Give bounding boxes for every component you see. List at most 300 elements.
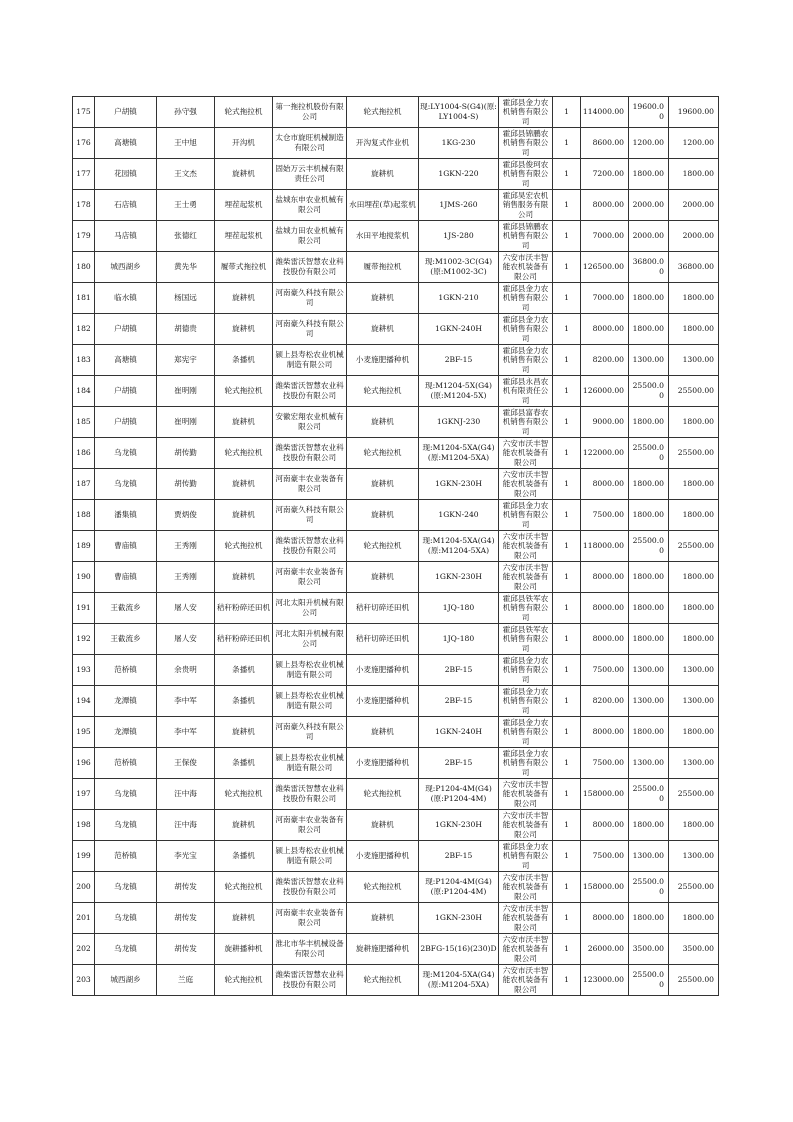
- cell-product: 旋耕机: [347, 407, 419, 438]
- cell-buyer: 贾炳俊: [157, 500, 215, 531]
- cell-dealer: 霍邱县铁军农机销售有限公司: [499, 624, 553, 655]
- cell-index: 196: [73, 748, 95, 779]
- cell-price: 7500.00: [581, 841, 629, 872]
- cell-category: 秸秆粉碎还田机: [215, 624, 273, 655]
- cell-manufacturer: 潍柴雷沃智慧农业科技股份有限公司: [273, 872, 347, 903]
- cell-town: 乌龙镇: [95, 903, 157, 934]
- cell-subsidy-standard: 3500.00: [629, 934, 669, 965]
- cell-manufacturer: 潍柴雷沃智慧农业科技股份有限公司: [273, 779, 347, 810]
- table-row: [73, 841, 719, 872]
- table-row: [73, 748, 719, 779]
- cell-quantity: 1: [553, 283, 581, 314]
- cell-buyer: 黄先华: [157, 252, 215, 283]
- cell-subsidy-amount: 25500.00: [669, 376, 719, 407]
- cell-subsidy-standard: 1800.00: [629, 159, 669, 190]
- cell-town: 乌龙镇: [95, 934, 157, 965]
- subsidy-table: [72, 96, 719, 996]
- cell-quantity: 1: [553, 438, 581, 469]
- cell-town: 曹庙镇: [95, 562, 157, 593]
- cell-product: 小麦施肥播种机: [347, 655, 419, 686]
- cell-town: 王截流乡: [95, 593, 157, 624]
- cell-index: 203: [73, 965, 95, 996]
- cell-model: 2BFG-15(16)(230)D: [419, 934, 499, 965]
- cell-buyer: 崔明刚: [157, 407, 215, 438]
- cell-product: 轮式拖拉机: [347, 97, 419, 128]
- cell-product: 开沟复式作业机: [347, 128, 419, 159]
- cell-buyer: 王秀刚: [157, 531, 215, 562]
- cell-subsidy-standard: 1800.00: [629, 810, 669, 841]
- cell-town: 乌龙镇: [95, 469, 157, 500]
- cell-product: 旋耕机: [347, 500, 419, 531]
- cell-buyer: 崔明刚: [157, 376, 215, 407]
- cell-dealer: 霍邱县金力农机销售有限公司: [499, 500, 553, 531]
- cell-index: 175: [73, 97, 95, 128]
- cell-product: 轮式拖拉机: [347, 872, 419, 903]
- cell-index: 181: [73, 283, 95, 314]
- cell-dealer: 六安市沃丰智能农机装备有限公司: [499, 872, 553, 903]
- table-row: [73, 97, 719, 128]
- cell-dealer: 霍邱县金力农机销售有限公司: [499, 748, 553, 779]
- cell-manufacturer: 潍柴雷沃智慧农业科技股份有限公司: [273, 531, 347, 562]
- cell-category: 轮式拖拉机: [215, 438, 273, 469]
- cell-subsidy-standard: 1300.00: [629, 345, 669, 376]
- cell-quantity: 1: [553, 376, 581, 407]
- cell-dealer: 六安市沃丰智能农机装备有限公司: [499, 934, 553, 965]
- cell-subsidy-amount: 1300.00: [669, 655, 719, 686]
- cell-manufacturer: 河南豪久科技有限公司: [273, 717, 347, 748]
- table-row: [73, 562, 719, 593]
- cell-town: 花园镇: [95, 159, 157, 190]
- cell-subsidy-standard: 1200.00: [629, 128, 669, 159]
- cell-dealer: 六安市沃丰智能农机装备有限公司: [499, 531, 553, 562]
- cell-subsidy-amount: 1300.00: [669, 841, 719, 872]
- cell-dealer: 霍邱县金力农机销售有限公司: [499, 283, 553, 314]
- cell-town: 范桥镇: [95, 655, 157, 686]
- cell-category: 旋耕机: [215, 407, 273, 438]
- cell-model: 1JS-280: [419, 221, 499, 252]
- cell-subsidy-standard: 1800.00: [629, 624, 669, 655]
- cell-index: 190: [73, 562, 95, 593]
- cell-manufacturer: 盐城东申农业机械有限公司: [273, 190, 347, 221]
- cell-product: 轮式拖拉机: [347, 438, 419, 469]
- cell-price: 7500.00: [581, 500, 629, 531]
- cell-subsidy-amount: 25500.00: [669, 438, 719, 469]
- cell-quantity: 1: [553, 810, 581, 841]
- cell-index: 184: [73, 376, 95, 407]
- cell-dealer: 霍邱县金力农机销售有限公司: [499, 655, 553, 686]
- cell-index: 178: [73, 190, 95, 221]
- cell-price: 8000.00: [581, 314, 629, 345]
- cell-manufacturer: 潍柴雷沃智慧农业科技股份有限公司: [273, 252, 347, 283]
- cell-town: 户胡镇: [95, 376, 157, 407]
- table-row: [73, 872, 719, 903]
- cell-index: 199: [73, 841, 95, 872]
- cell-model: 现:P1204-4M(G4)(原:P1204-4M): [419, 779, 499, 810]
- cell-product: 履带拖拉机: [347, 252, 419, 283]
- cell-buyer: 王中旭: [157, 128, 215, 159]
- cell-subsidy-standard: 19600.00: [629, 97, 669, 128]
- cell-quantity: 1: [553, 841, 581, 872]
- cell-dealer: 六安市沃丰智能农机装备有限公司: [499, 438, 553, 469]
- cell-category: 旋耕机: [215, 283, 273, 314]
- cell-buyer: 孙守强: [157, 97, 215, 128]
- cell-dealer: 霍邱昊宏农机销售服务有限公司: [499, 190, 553, 221]
- cell-model: 现:LY1004-S(G4)(原:LY1004-S): [419, 97, 499, 128]
- cell-town: 城西湖乡: [95, 965, 157, 996]
- cell-product: 轮式拖拉机: [347, 531, 419, 562]
- cell-category: 轮式拖拉机: [215, 965, 273, 996]
- table-row: [73, 593, 719, 624]
- cell-manufacturer: 淮北市华丰机械设备有限公司: [273, 934, 347, 965]
- cell-product: 旋耕机: [347, 810, 419, 841]
- table-row: [73, 965, 719, 996]
- cell-category: 履带式拖拉机: [215, 252, 273, 283]
- cell-town: 潘集镇: [95, 500, 157, 531]
- table-row: [73, 252, 719, 283]
- cell-subsidy-standard: 25500.00: [629, 779, 669, 810]
- cell-subsidy-standard: 1800.00: [629, 562, 669, 593]
- cell-town: 城西湖乡: [95, 252, 157, 283]
- cell-category: 条播机: [215, 686, 273, 717]
- cell-dealer: 六安市沃丰智能农机装备有限公司: [499, 562, 553, 593]
- cell-subsidy-standard: 1300.00: [629, 655, 669, 686]
- cell-subsidy-amount: 25500.00: [669, 872, 719, 903]
- cell-price: 122000.00: [581, 438, 629, 469]
- cell-product: 水田埋茬(草)起浆机: [347, 190, 419, 221]
- cell-town: 乌龙镇: [95, 779, 157, 810]
- cell-subsidy-amount: 1800.00: [669, 717, 719, 748]
- cell-subsidy-standard: 25500.00: [629, 872, 669, 903]
- cell-quantity: 1: [553, 562, 581, 593]
- cell-product: 秸秆切碎还田机: [347, 593, 419, 624]
- cell-product: 旋耕施肥播种机: [347, 934, 419, 965]
- cell-category: 轮式拖拉机: [215, 872, 273, 903]
- cell-price: 26000.00: [581, 934, 629, 965]
- cell-buyer: 胡传发: [157, 872, 215, 903]
- table-body: [73, 97, 719, 996]
- cell-category: 条播机: [215, 345, 273, 376]
- cell-product: 小麦施肥播种机: [347, 345, 419, 376]
- cell-manufacturer: 河南豪丰农业装备有限公司: [273, 810, 347, 841]
- cell-price: 7000.00: [581, 221, 629, 252]
- cell-subsidy-standard: 1300.00: [629, 686, 669, 717]
- cell-town: 乌龙镇: [95, 810, 157, 841]
- cell-model: 2BF-15: [419, 841, 499, 872]
- cell-subsidy-amount: 2000.00: [669, 221, 719, 252]
- cell-model: 1GKN-230H: [419, 903, 499, 934]
- cell-subsidy-amount: 25500.00: [669, 531, 719, 562]
- cell-quantity: 1: [553, 624, 581, 655]
- cell-index: 197: [73, 779, 95, 810]
- table-row: [73, 655, 719, 686]
- cell-index: 180: [73, 252, 95, 283]
- cell-model: 2BF-15: [419, 686, 499, 717]
- cell-manufacturer: 安徽宏翔农业机械有限公司: [273, 407, 347, 438]
- cell-subsidy-standard: 2000.00: [629, 221, 669, 252]
- cell-model: 2BF-15: [419, 655, 499, 686]
- cell-buyer: 屠人安: [157, 624, 215, 655]
- cell-category: 秸秆粉碎还田机: [215, 593, 273, 624]
- cell-dealer: 六安市沃丰智能农机装备有限公司: [499, 252, 553, 283]
- cell-manufacturer: 河南豪久科技有限公司: [273, 500, 347, 531]
- cell-product: 旋耕机: [347, 903, 419, 934]
- cell-category: 埋茬起浆机: [215, 221, 273, 252]
- cell-subsidy-standard: 1300.00: [629, 841, 669, 872]
- cell-town: 马店镇: [95, 221, 157, 252]
- cell-town: 龙潭镇: [95, 686, 157, 717]
- cell-price: 126500.00: [581, 252, 629, 283]
- cell-subsidy-standard: 1800.00: [629, 903, 669, 934]
- cell-buyer: 胡传勤: [157, 438, 215, 469]
- cell-price: 8000.00: [581, 810, 629, 841]
- cell-price: 8000.00: [581, 717, 629, 748]
- cell-subsidy-amount: 1300.00: [669, 686, 719, 717]
- cell-manufacturer: 第一拖拉机股份有限公司: [273, 97, 347, 128]
- cell-town: 曹庙镇: [95, 531, 157, 562]
- cell-model: 1GKN-210: [419, 283, 499, 314]
- cell-quantity: 1: [553, 872, 581, 903]
- cell-subsidy-amount: 1800.00: [669, 159, 719, 190]
- cell-quantity: 1: [553, 500, 581, 531]
- cell-category: 旋耕播种机: [215, 934, 273, 965]
- cell-town: 龙潭镇: [95, 717, 157, 748]
- cell-manufacturer: 河南豪久科技有限公司: [273, 314, 347, 345]
- cell-subsidy-amount: 1800.00: [669, 407, 719, 438]
- cell-model: 1GKN-240H: [419, 717, 499, 748]
- table-row: [73, 810, 719, 841]
- table-row: [73, 376, 719, 407]
- cell-index: 183: [73, 345, 95, 376]
- cell-buyer: 汪中海: [157, 810, 215, 841]
- cell-category: 条播机: [215, 841, 273, 872]
- table-row: [73, 221, 719, 252]
- cell-dealer: 霍邱县俊珂农机销售有限公司: [499, 159, 553, 190]
- cell-dealer: 霍邱县金力农机销售有限公司: [499, 841, 553, 872]
- cell-product: 旋耕机: [347, 283, 419, 314]
- cell-subsidy-standard: 1800.00: [629, 469, 669, 500]
- cell-buyer: 胡传发: [157, 903, 215, 934]
- cell-category: 轮式拖拉机: [215, 531, 273, 562]
- cell-buyer: 郑宪宇: [157, 345, 215, 376]
- cell-town: 乌龙镇: [95, 438, 157, 469]
- cell-model: 现:M1204-5XA(G4)(原:M1204-5XA): [419, 965, 499, 996]
- cell-subsidy-standard: 1800.00: [629, 283, 669, 314]
- cell-quantity: 1: [553, 903, 581, 934]
- cell-category: 旋耕机: [215, 159, 273, 190]
- cell-index: 198: [73, 810, 95, 841]
- cell-buyer: 兰庭: [157, 965, 215, 996]
- cell-buyer: 王士勇: [157, 190, 215, 221]
- table-row: [73, 407, 719, 438]
- cell-town: 王截流乡: [95, 624, 157, 655]
- cell-subsidy-standard: 25500.00: [629, 965, 669, 996]
- cell-index: 200: [73, 872, 95, 903]
- cell-product: 秸秆切碎还田机: [347, 624, 419, 655]
- cell-buyer: 胡传勤: [157, 469, 215, 500]
- cell-manufacturer: 固始万云丰机械有限责任公司: [273, 159, 347, 190]
- cell-quantity: 1: [553, 934, 581, 965]
- cell-price: 126000.00: [581, 376, 629, 407]
- cell-subsidy-amount: 1800.00: [669, 903, 719, 934]
- table-row: [73, 438, 719, 469]
- cell-model: 1GKNJ-230: [419, 407, 499, 438]
- cell-subsidy-amount: 2000.00: [669, 190, 719, 221]
- cell-index: 188: [73, 500, 95, 531]
- cell-index: 185: [73, 407, 95, 438]
- cell-dealer: 霍邱县铁军农机销售有限公司: [499, 593, 553, 624]
- cell-manufacturer: 河北太阳升机械有限公司: [273, 593, 347, 624]
- cell-subsidy-amount: 1300.00: [669, 748, 719, 779]
- cell-manufacturer: 河北太阳升机械有限公司: [273, 624, 347, 655]
- cell-index: 192: [73, 624, 95, 655]
- cell-quantity: 1: [553, 97, 581, 128]
- cell-dealer: 霍邱县金力农机销售有限公司: [499, 717, 553, 748]
- cell-buyer: 胡德贵: [157, 314, 215, 345]
- cell-subsidy-standard: 1800.00: [629, 717, 669, 748]
- cell-manufacturer: 太仓市旋旺机械制造有限公司: [273, 128, 347, 159]
- cell-manufacturer: 颍上县寿松农业机械制造有限公司: [273, 655, 347, 686]
- cell-quantity: 1: [553, 159, 581, 190]
- table-row: [73, 469, 719, 500]
- cell-quantity: 1: [553, 593, 581, 624]
- cell-manufacturer: 潍柴雷沃智慧农业科技股份有限公司: [273, 965, 347, 996]
- cell-buyer: 胡传发: [157, 934, 215, 965]
- cell-dealer: 六安市沃丰智能农机装备有限公司: [499, 469, 553, 500]
- cell-model: 现:P1204-4M(G4)(原:P1204-4M): [419, 872, 499, 903]
- cell-product: 水田平地搅浆机: [347, 221, 419, 252]
- cell-dealer: 霍邱县金力农机销售有限公司: [499, 686, 553, 717]
- cell-buyer: 王文杰: [157, 159, 215, 190]
- cell-manufacturer: 颍上县寿松农业机械制造有限公司: [273, 686, 347, 717]
- cell-price: 8000.00: [581, 190, 629, 221]
- cell-subsidy-standard: 25500.00: [629, 531, 669, 562]
- cell-quantity: 1: [553, 655, 581, 686]
- cell-model: 1GKN-220: [419, 159, 499, 190]
- table-row: [73, 934, 719, 965]
- cell-subsidy-amount: 1800.00: [669, 562, 719, 593]
- cell-dealer: 霍邱县富春农机销售有限公司: [499, 407, 553, 438]
- cell-subsidy-standard: 1300.00: [629, 748, 669, 779]
- cell-subsidy-amount: 1200.00: [669, 128, 719, 159]
- cell-model: 1JMS-260: [419, 190, 499, 221]
- cell-model: 现:M1204-5XA(G4)(原:M1204-5XA): [419, 438, 499, 469]
- cell-model: 1JQ-180: [419, 593, 499, 624]
- cell-price: 114000.00: [581, 97, 629, 128]
- cell-subsidy-standard: 2000.00: [629, 190, 669, 221]
- cell-index: 201: [73, 903, 95, 934]
- cell-model: 1GKN-230H: [419, 810, 499, 841]
- cell-quantity: 1: [553, 407, 581, 438]
- cell-index: 176: [73, 128, 95, 159]
- table-row: [73, 128, 719, 159]
- cell-price: 7500.00: [581, 748, 629, 779]
- cell-category: 条播机: [215, 655, 273, 686]
- cell-town: 户胡镇: [95, 314, 157, 345]
- cell-category: 开沟机: [215, 128, 273, 159]
- cell-subsidy-standard: 1800.00: [629, 500, 669, 531]
- cell-town: 石店镇: [95, 190, 157, 221]
- cell-subsidy-amount: 1300.00: [669, 345, 719, 376]
- cell-index: 195: [73, 717, 95, 748]
- cell-subsidy-standard: 1800.00: [629, 314, 669, 345]
- cell-index: 177: [73, 159, 95, 190]
- cell-buyer: 王保俊: [157, 748, 215, 779]
- cell-product: 旋耕机: [347, 159, 419, 190]
- cell-price: 7200.00: [581, 159, 629, 190]
- cell-subsidy-amount: 25500.00: [669, 779, 719, 810]
- cell-town: 户胡镇: [95, 97, 157, 128]
- cell-category: 轮式拖拉机: [215, 376, 273, 407]
- cell-product: 旋耕机: [347, 562, 419, 593]
- cell-subsidy-standard: 1800.00: [629, 593, 669, 624]
- cell-model: 1JQ-180: [419, 624, 499, 655]
- cell-product: 轮式拖拉机: [347, 779, 419, 810]
- cell-category: 轮式拖拉机: [215, 779, 273, 810]
- cell-buyer: 张德红: [157, 221, 215, 252]
- cell-price: 8000.00: [581, 469, 629, 500]
- cell-product: 旋耕机: [347, 717, 419, 748]
- cell-buyer: 李中军: [157, 686, 215, 717]
- table-row: [73, 345, 719, 376]
- table-row: [73, 283, 719, 314]
- cell-model: 1KG-230: [419, 128, 499, 159]
- cell-subsidy-amount: 19600.00: [669, 97, 719, 128]
- cell-price: 8000.00: [581, 562, 629, 593]
- cell-index: 193: [73, 655, 95, 686]
- cell-price: 7500.00: [581, 655, 629, 686]
- cell-category: 旋耕机: [215, 500, 273, 531]
- cell-dealer: 六安市沃丰智能农机装备有限公司: [499, 965, 553, 996]
- cell-product: 旋耕机: [347, 314, 419, 345]
- cell-subsidy-amount: 36800.00: [669, 252, 719, 283]
- cell-category: 埋茬起浆机: [215, 190, 273, 221]
- cell-price: 8000.00: [581, 903, 629, 934]
- cell-category: 轮式拖拉机: [215, 97, 273, 128]
- cell-price: 9000.00: [581, 407, 629, 438]
- cell-quantity: 1: [553, 345, 581, 376]
- cell-price: 8200.00: [581, 686, 629, 717]
- cell-price: 158000.00: [581, 872, 629, 903]
- cell-price: 8000.00: [581, 624, 629, 655]
- cell-manufacturer: 河南豪丰农业装备有限公司: [273, 469, 347, 500]
- cell-category: 旋耕机: [215, 562, 273, 593]
- cell-index: 202: [73, 934, 95, 965]
- cell-subsidy-amount: 1800.00: [669, 469, 719, 500]
- cell-dealer: 六安市沃丰智能农机装备有限公司: [499, 903, 553, 934]
- cell-subsidy-standard: 25500.00: [629, 438, 669, 469]
- table-row: [73, 903, 719, 934]
- cell-index: 179: [73, 221, 95, 252]
- cell-quantity: 1: [553, 128, 581, 159]
- cell-product: 旋耕机: [347, 469, 419, 500]
- cell-category: 旋耕机: [215, 469, 273, 500]
- table-row: [73, 531, 719, 562]
- cell-product: 小麦施肥播种机: [347, 841, 419, 872]
- cell-price: 8000.00: [581, 593, 629, 624]
- cell-town: 高塘镇: [95, 128, 157, 159]
- cell-product: 轮式拖拉机: [347, 965, 419, 996]
- cell-model: 1GKN-230H: [419, 562, 499, 593]
- cell-price: 7000.00: [581, 283, 629, 314]
- cell-dealer: 六安市沃丰智能农机装备有限公司: [499, 779, 553, 810]
- cell-price: 123000.00: [581, 965, 629, 996]
- cell-model: 1GKN-240H: [419, 314, 499, 345]
- cell-buyer: 李光宝: [157, 841, 215, 872]
- cell-subsidy-standard: 25500.00: [629, 376, 669, 407]
- cell-dealer: 霍邱县金力农机销售有限公司: [499, 314, 553, 345]
- cell-index: 187: [73, 469, 95, 500]
- cell-subsidy-amount: 3500.00: [669, 934, 719, 965]
